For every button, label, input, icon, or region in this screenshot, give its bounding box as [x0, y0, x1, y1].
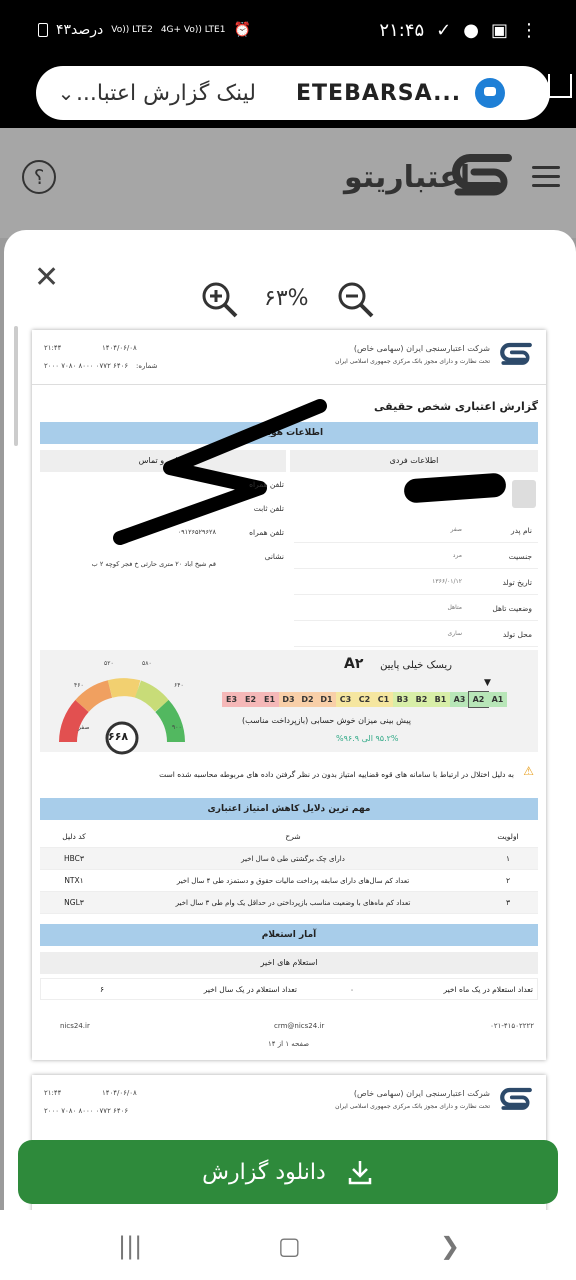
- grade-cell: C2: [355, 692, 374, 707]
- inquiry-row: [40, 978, 538, 1000]
- gauge-tick: ۵۲۰: [104, 660, 114, 667]
- report-time: ۲۱:۴۴: [44, 344, 62, 352]
- redaction-bar: [403, 472, 506, 503]
- check-icon: ✓: [436, 20, 452, 41]
- inquiry-month-label: تعداد استعلام در یک ماه اخیر: [443, 984, 533, 994]
- status-bar: [0, 0, 576, 62]
- report-date: ۱۴۰۴/۰۶/۰۸: [102, 344, 137, 352]
- battery-icon: [38, 23, 48, 37]
- reason-code: HBC۳: [64, 854, 84, 863]
- field-divider: [294, 620, 538, 621]
- field-value: ۱۳۶۶/۰۱/۱۲: [432, 578, 462, 585]
- contact-value: قم شیخ اباد ۲۰ متری حارثی خ فجر کوچه ۲ ب: [91, 560, 216, 568]
- redaction-scribble: [110, 398, 330, 548]
- page-title-tab: لینک گزارش اعتبا...: [75, 80, 256, 106]
- grade-cell: B3: [393, 692, 412, 707]
- contact-label: تلفن ثابت: [253, 504, 284, 513]
- reason-priority: ۳: [505, 898, 511, 907]
- company-logo: [498, 1085, 534, 1113]
- inquiry-month-value: ۰: [349, 984, 355, 994]
- gauge-tick: ۴۶۰: [74, 682, 84, 689]
- reason-row: [40, 870, 538, 892]
- grade-cell: C3: [336, 692, 355, 707]
- shop-icon: ▣: [490, 20, 508, 41]
- chat-bubble-icon[interactable]: [475, 78, 505, 108]
- zoom-level: ۶۳%: [264, 286, 309, 311]
- grade-cell: A1: [488, 692, 507, 707]
- gauge-tick: صفر: [78, 724, 90, 731]
- grade-cell: E2: [241, 692, 260, 707]
- download-icon: [346, 1158, 374, 1186]
- home-icon[interactable]: [548, 74, 572, 98]
- col-priority: اولویت: [497, 832, 519, 841]
- zoom-in-icon[interactable]: [200, 280, 240, 320]
- signal-label: Vo)) LTE2: [111, 25, 153, 35]
- help-icon[interactable]: ؟: [22, 160, 56, 194]
- footer-web: nics24.ir: [60, 1022, 90, 1030]
- contact-info-header: نشانی و تماس: [40, 450, 286, 472]
- grade-cell: D2: [298, 692, 317, 707]
- predict-range: ۹۵.۲% الی ۹۶.۹%: [336, 734, 399, 743]
- page-counter: صفحه ۱ از ۱۴: [268, 1040, 310, 1048]
- field-label: تاریخ تولد: [502, 578, 532, 587]
- col-code: کد دلیل: [62, 832, 86, 841]
- contact-label: تلفن همراه: [249, 528, 284, 537]
- site-header: [0, 128, 576, 238]
- credit-score: ۶۶۸: [108, 730, 129, 743]
- report-date-2: ۱۴۰۴/۰۶/۰۸: [102, 1089, 137, 1097]
- gauge-tick: ۶۴۰: [174, 682, 184, 689]
- grade-cell: D1: [317, 692, 336, 707]
- reason-code: NGL۳: [64, 898, 84, 907]
- chevron-down-icon[interactable]: ⌄: [57, 81, 75, 105]
- personal-info-header: اطلاعات فردی: [290, 450, 538, 472]
- field-divider: [294, 568, 538, 569]
- warning-icon: ⚠: [523, 764, 534, 778]
- field-divider: [294, 542, 538, 543]
- inquiry-title: آمار استعلام: [40, 924, 538, 946]
- grade-cell: D3: [279, 692, 298, 707]
- field-divider: [294, 594, 538, 595]
- section-identity: اطلاعات هویتی: [40, 422, 538, 444]
- more-icon: ⋮: [520, 20, 538, 41]
- battery-label: ۴۳درصد: [56, 22, 104, 38]
- contact-label: تلفن همراه: [249, 480, 284, 489]
- reason-desc: دارای چک برگشتی طی ۵ سال اخیر: [241, 854, 345, 863]
- reason-desc: تعداد کم ماه‌های با وضعیت مناسب بازپرداختی در حداقل یک وام طی ۳ سال اخیر: [175, 898, 411, 907]
- recent-apps-icon[interactable]: |||: [118, 1232, 143, 1260]
- grade-cell: B2: [412, 692, 431, 707]
- field-value: مرد: [452, 552, 462, 559]
- zoom-out-icon[interactable]: [336, 280, 376, 320]
- field-label: وضعیت تاهل: [492, 604, 532, 613]
- inquiry-year-value: ۶: [99, 984, 105, 994]
- brand-name: اعتباریتو: [344, 160, 471, 195]
- field-divider: [294, 646, 538, 647]
- report-page-1: [32, 330, 546, 1060]
- grade-cell: C1: [374, 692, 393, 707]
- grade-cell: E3: [222, 692, 241, 707]
- inquiry-subheader: استعلام های اخیر: [40, 952, 538, 974]
- status-time: ۲۱:۴۵: [379, 20, 425, 41]
- predict-label: پیش بینی میزان خوش حسابی (بازپرداخت مناسب): [242, 716, 411, 725]
- browser-bar: [0, 62, 576, 128]
- report-number-2: ۲۰۰۰ ۷۰۸۰ ۸۰۰۰ ۰۷۷۲ ۶۴۰۶: [44, 1107, 129, 1115]
- reason-priority: ۲: [505, 876, 511, 885]
- footer-email: crm@nics24.ir: [274, 1022, 325, 1030]
- company-subtitle-2: تحت نظارت و دارای مجوز بانک مرکزی جمهوری اسلامی ایران: [335, 1103, 490, 1110]
- field-label: جنسیت: [508, 552, 532, 561]
- col-desc: شرح: [285, 832, 301, 841]
- grade-cell: A3: [450, 692, 469, 707]
- grade-cell: E1: [260, 692, 279, 707]
- url-pill[interactable]: [36, 66, 550, 120]
- gauge-tick: ۵۸۰: [142, 660, 152, 667]
- risk-grade: A۲: [344, 656, 364, 672]
- field-value: ساری: [447, 630, 462, 637]
- grade-cell: B1: [431, 692, 450, 707]
- footer-phone: ۰۲۱-۴۱۵۰۲۲۲۲: [490, 1022, 534, 1030]
- home-button-icon[interactable]: ▢: [278, 1232, 301, 1260]
- field-label: محل تولد: [502, 630, 532, 639]
- brand-logo: [448, 150, 516, 200]
- grade-scale: [222, 692, 507, 707]
- company-name: شرکت اعتبارسنجی ایران (سهامی خاص): [353, 344, 490, 353]
- reason-priority: ۱: [505, 854, 511, 863]
- contact-value: ۰۹۱۲۶۵۲۹۶۲۸: [177, 528, 216, 536]
- report-time-2: ۲۱:۴۴: [44, 1089, 62, 1097]
- report-title: گزارش اعتباری شخص حقیقی: [374, 400, 538, 413]
- risk-label: ریسک خیلی پایین: [380, 660, 452, 671]
- field-value: متاهل: [447, 604, 462, 611]
- download-report-button[interactable]: [18, 1140, 558, 1204]
- number-label: شماره:: [136, 362, 158, 370]
- grade-marker-icon: ▼: [484, 678, 491, 688]
- signal-label-2: 4G+ Vo)) LTE1: [160, 25, 226, 35]
- warning-text: به دلیل اختلال در ارتباط با سامانه های قوه قضاییه امتیاز بدون در نظر گرفتن داده های مربوطه محاسبه شده است: [159, 770, 514, 779]
- download-label: دانلود گزارش: [202, 1159, 326, 1185]
- field-value: صفر: [450, 526, 462, 533]
- gauge-tick: ۹۰۰: [172, 724, 182, 731]
- scrollbar[interactable]: [14, 326, 18, 446]
- company-name-2: شرکت اعتبارسنجی ایران (سهامی خاص): [353, 1089, 490, 1098]
- contact-label: نشانی: [264, 552, 284, 561]
- reasons-title: مهم ترین دلایل کاهش امتیاز اعتباری: [40, 798, 538, 820]
- reason-desc: تعداد کم سال‌های دارای سابقه پرداخت مالیات حقوق و دستمزد طی ۴ سال اخیر: [176, 876, 410, 885]
- reasons-header: [40, 826, 538, 848]
- inquiry-year-label: تعداد استعلام در یک سال اخیر: [203, 984, 297, 994]
- reason-row: [40, 892, 538, 914]
- close-icon[interactable]: ✕: [34, 260, 60, 295]
- avatar: [512, 480, 536, 508]
- reason-code: NTX۱: [64, 876, 84, 885]
- reason-row: [40, 848, 538, 870]
- company-subtitle: تحت نظارت و دارای مجوز بانک مرکزی جمهوری اسلامی ایران: [335, 358, 490, 365]
- alarm-icon: ⏰: [233, 22, 251, 38]
- back-icon[interactable]: ❯: [440, 1232, 461, 1260]
- url-host: ETEBARSA...: [296, 80, 462, 106]
- android-nav-bar: [0, 1210, 576, 1280]
- field-label: نام پدر: [510, 526, 532, 535]
- report-viewer-sheet: [4, 230, 576, 1230]
- menu-icon[interactable]: [532, 166, 560, 193]
- chat-icon: ●: [463, 20, 479, 41]
- report-number: ۲۰۰۰ ۷۰۸۰ ۸۰۰۰ ۰۷۷۲ ۶۴۰۶: [44, 362, 129, 370]
- grade-cell: A2: [469, 692, 488, 707]
- company-logo: [498, 340, 534, 368]
